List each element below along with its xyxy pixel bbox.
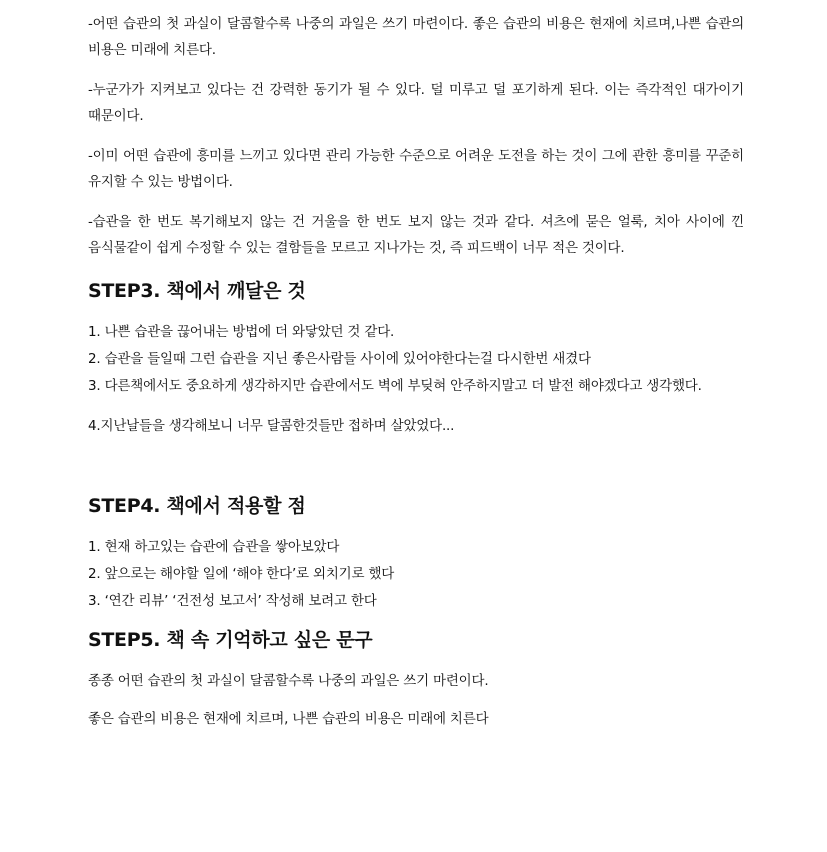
step4-item-1: 1. 현재 하고있는 습관에 습관을 쌓아보았다	[88, 539, 340, 555]
step5-heading: STEP5. 책 속 기억하고 싶은 문구	[88, 629, 373, 651]
step3-item-4: 4.지난날들을 생각해보니 너무 달콤한것들만 접하며 살았었다...	[88, 418, 455, 434]
step4-heading: STEP4. 책에서 적용할 점	[88, 495, 306, 517]
step3-item-2: 2. 습관을 들일때 그런 습관을 지닌 좋은사람들 사이에 있어야한다는걸 다시한번 새겼다	[88, 351, 591, 367]
quote-paragraph-3: -이미 어떤 습관에 흥미를 느끼고 있다면 관리 가능한 수준으로 어려운 도전을 하는 것이 그에 관한 흥미를 꾸준히 유지할 수 있는 방법이다.	[88, 148, 744, 190]
step3-item-3: 3. 다른책에서도 중요하게 생각하지만 습관에서도 벽에 부딪혀 안주하지말고 더 발전 해야겠다고 생각했다.	[88, 378, 702, 394]
step5-item-1: 종종 어떤 습관의 첫 과실이 달콤할수록 나중의 과일은 쓰기 마련이다.	[88, 673, 489, 689]
quote-paragraph-2: -누군가가 지켜보고 있다는 건 강력한 동기가 될 수 있다. 덜 미루고 덜 포기하게 된다. 이는 즉각적인 대가이기 때문이다.	[88, 82, 744, 124]
step3-heading: STEP3. 책에서 깨달은 것	[88, 280, 306, 302]
step3-item-1: 1. 나쁜 습관을 끊어내는 방법에 더 와닿았던 것 같다.	[88, 324, 395, 340]
step5-item-2: 좋은 습관의 비용은 현재에 치르며, 나쁜 습관의 비용은 미래에 치른다	[88, 711, 489, 727]
step4-item-2: 2. 앞으로는 해야할 일에 ‘해야 한다’로 외치기로 했다	[88, 566, 395, 582]
quote-paragraph-1: -어떤 습관의 첫 과실이 달콤할수록 나중의 과일은 쓰기 마련이다. 좋은 습관의 비용은 현재에 치르며,나쁜 습관의 비용은 미래에 치른다.	[88, 16, 744, 58]
step4-item-3: 3. ‘연간 리뷰’ ‘건전성 보고서’ 작성해 보려고 한다	[88, 593, 377, 609]
document-page	[88, 0, 744, 732]
quote-paragraph-4: -습관을 한 번도 복기해보지 않는 건 거울을 한 번도 보지 않는 것과 같다. 셔츠에 묻은 얼룩, 치아 사이에 낀 음식물같이 쉽게 수정할 수 있는 결함들을 모르고 지나가는 것, 즉 피드백이 너무 적은 것이다.	[88, 214, 744, 256]
